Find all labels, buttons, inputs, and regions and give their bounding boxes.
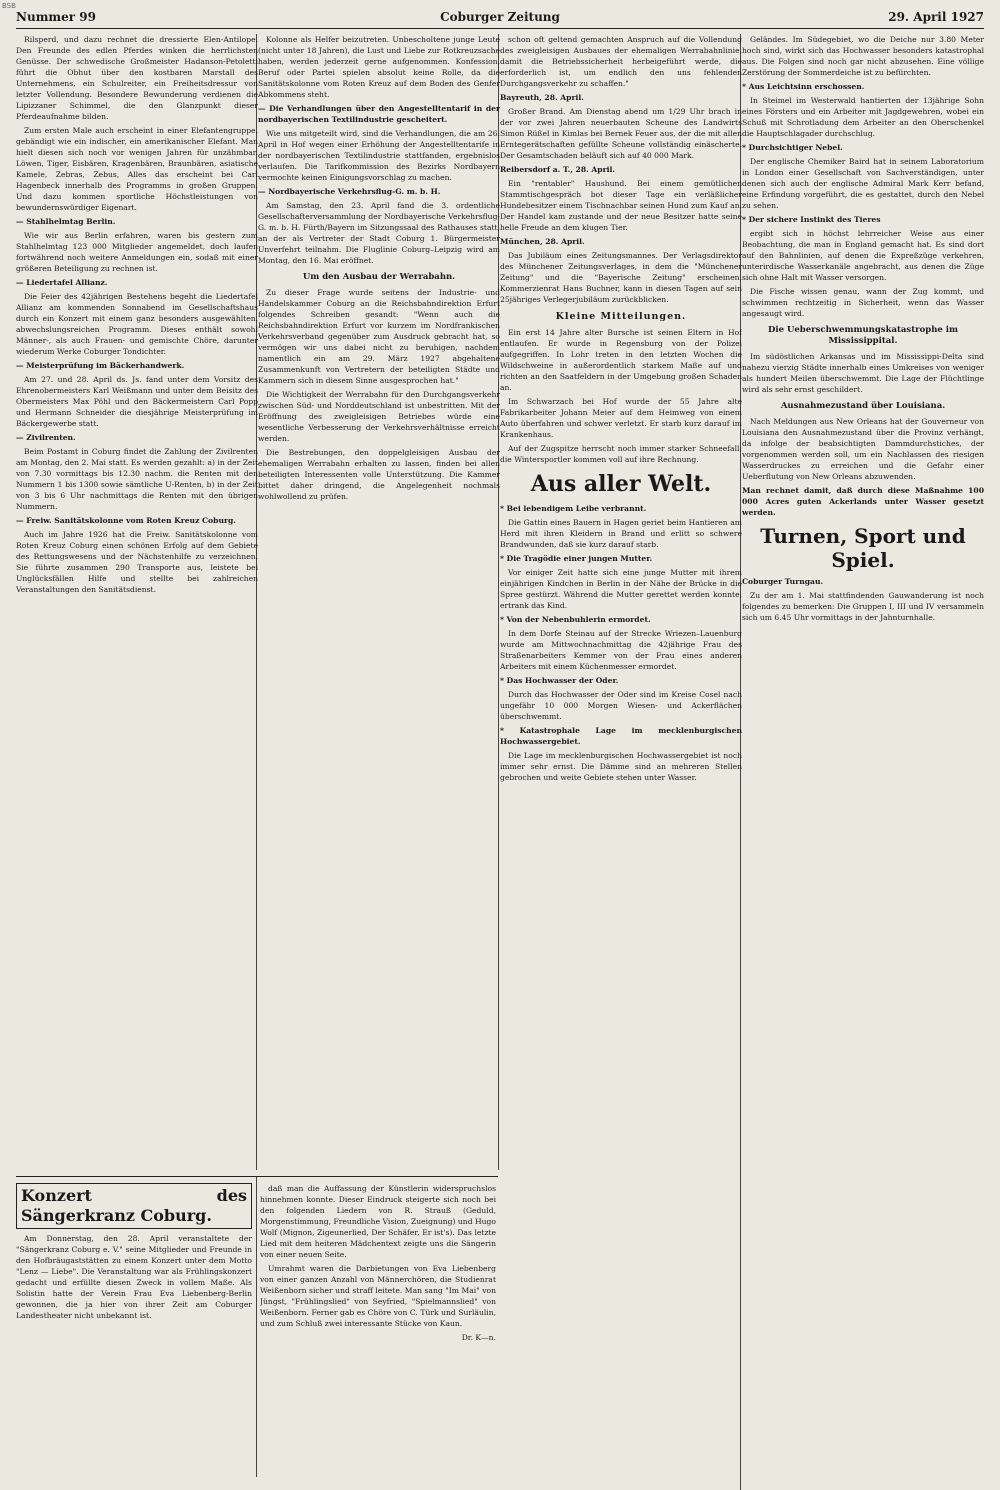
section-title: Aus aller Welt. — [530, 471, 712, 497]
article-heading: — Freiw. Sanitätskolonne vom Roten Kreuz Coburg. — [16, 516, 236, 525]
page-header — [16, 6, 984, 29]
article-text: Geländes. Im Südegebiet, wo die Deiche nur 3.80 Meter hoch sind, wirkt sich das Hochwasser besonders katastrophal aus. Die Folgen sind noch gar nicht abzusehen. Eine völlige Zerstörung der Sommerdeiche ist zu befürchten. — [742, 35, 984, 77]
article-text: Die Bestrebungen, den doppelgleisigen Ausbau der ehemaligen Werrabahn erhalten zu lassen, finden bei allen beteiligten Interessenten volle Unterstützung. Die Kammer bittet daher dringend, die Angelegenheit nochmals wohlwollend zu prüfen. — [258, 448, 500, 501]
article-text: Großer Brand. Am Dienstag abend um 1/29 Uhr brach in der vor zwei Jahren neuerbauten Scheune des Landwirts Simon Rüßel in Kimlas bei Bernek Feuer aus, der die mit allen Erntegerätschaften gefüllte Scheune vollständig einäscherte. Der Gesamtschaden beläuft sich auf 40 000 Mark. — [500, 107, 742, 160]
article-text: Wie wir aus Berlin erfahren, waren bis gestern zum Stahlhelmtag 123 000 Mitglieder angemeldet, doch laufen fortwährend noch weitere Anmeldungen ein, sodaß mit einer größeren Beteiligung zu rechnen ist. — [16, 231, 258, 273]
article-text: Auch im Jahre 1926 hat die Freiw. Sanitätskolonne vom Roten Kreuz Coburg einen schönen Erfolg auf dem Gebiete des Rettungswesens und der Nächstenhilfe zu verzeichnen. Sie führte zusammen 290 Transporte aus, leistete bei Unglücksfällen Hilfe und stellte bei zahlreichen Veranstaltungen den Sanitätsdienst. — [16, 530, 258, 594]
article-heading: — Zivilrenten. — [16, 433, 76, 442]
article-text: Die Wichtigkeit der Werrabahn für den Durchgangsverkehr zwischen Süd- und Norddeutschland ist unbestritten. Mit der Eröffnung des zweigleisigen Betriebes würde eine wesentliche Verbesserung der Verkehrsverhältnisse erreicht werden. — [258, 390, 500, 443]
article-heading: * Aus Leichtsinn erschossen. — [742, 82, 865, 91]
article-text: Der englische Chemiker Baird hat in seinem Laboratorium in London einer Gesellschaft von Sachverständigen, unter denen sich auch der englische Admiral Mark Kerr befand, eine Erfindung vorgeführt, die es gestattet, durch den Nebel zu sehen. — [742, 157, 984, 210]
column-divider — [256, 1177, 257, 1477]
concert-column-2 — [260, 1183, 496, 1473]
issue-number: Nummer 99 — [16, 10, 96, 24]
article-heading: * Der sichere Instinkt des Tieres — [742, 215, 881, 224]
section-heading: Um den Ausbau der Werrabahn. — [302, 272, 456, 282]
concert-article — [16, 1176, 498, 1477]
section-title: Turnen, Sport und Spiel. — [760, 524, 966, 572]
article-heading: — Die Verhandlungen über den Angestelltentarif in der nordbayerischen Textilindustrie gescheitert. — [258, 104, 500, 124]
article-heading: Bayreuth, 28. April. — [500, 93, 584, 102]
article-text: Vor einiger Zeit hatte sich eine junge Mutter mit ihrem einjährigen Kindchen in Berlin in der Nähe der Brücke in die Spree gestürzt. Während die Mutter gerettet werden konnte, ertrank das Kind. — [500, 568, 742, 610]
article-text: Ein erst 14 Jahre alter Bursche ist seinen Eltern in Hof entlaufen. Er wurde in Regensburg von der Polizei aufgegriffen. In Lohr treten in den letzten Wochen die Wildschweine in außerordentlich starkem Maße auf und richten an den Saatfeldern in der Umgebung großen Schaden an. — [500, 328, 742, 392]
library-mark: BSB — [2, 2, 16, 10]
article-text: Am Samstag, den 23. April fand die 3. ordentliche Gesellschafterversammlung der Nordbayerische Verkehrsflug-G. m. b. H. Fürth/Bayern im Sitzungssaal des Rathauses statt, an der als Vertreter der Stadt Coburg 1. Bürgermeister Unverfehrt teilnahm. Die Fluglinie Coburg–Leipzig wird am Montag, den 16. Mai eröffnet. — [258, 201, 500, 265]
column-3 — [500, 34, 742, 1474]
section-heading: Kleine Mitteilungen. — [555, 311, 687, 322]
article-heading: * Von der Nebenbuhlerin ermordet. — [500, 615, 651, 624]
article-text: Ein "rentabler" Haushund. Bei einem gemütlichen Stammtischgespräch bot dieser Tage ein verläßlicher Hundebesitzer einem Tischnachbar seinen Hund zum Kauf an. Der Handel kam zustande und der neue Besitzer hatte seine helle Freude an dem klugen Tier. — [500, 179, 742, 232]
article-text: Die Gattin eines Bauern in Hagen geriet beim Hantieren am Herd mit ihren Kleidern in Brand und erlitt so schwere Brandwunden, daß sie kurz darauf starb. — [500, 518, 742, 549]
article-text: Nach Meldungen aus New Orleans hat der Gouverneur von Louisiana den Ausnahmezustand über die Provinz verhängt, da infolge der beabsichtigten Dammdurchstiches, der vorgenommen werden soll, um ein Nachlassen des riesigen Wasserdruckes zu erreichen und die Gefahr einer Ueberflutung von New Orleans abzuwenden. — [742, 417, 984, 481]
author-signature: Dr. K—n. — [461, 1333, 496, 1342]
article-text-bold: Man rechnet damit, daß durch diese Maßnahme 100 000 Acres guten Ackerlands unter Wasser gesetzt werden. — [742, 486, 984, 517]
article-text: ergibt sich in höchst lehrreicher Weise aus einer Beobachtung, die man in England gemacht hat. Es sind dort auf den Bahnlinien, auf denen die Expreßzüge verkehren, unterirdische Wasserkanäle angebracht, aus denen die Züge sich ohne Halt mit Wasser versorgen. — [742, 229, 984, 282]
article-heading: — Stahlhelmtag Berlin. — [16, 217, 116, 226]
article-text: Am Donnerstag, den 28. April veranstaltete der "Sängerkranz Coburg e. V." seine Mitglieder und Freunde in den Hofbräugaststätten zu einem Konzert unter dem Motto "Lenz — Liebe". Die Veranstaltung war als Frühlingskonzert gedacht und erfüllte diesen Zweck in vollem Maße. Als Solistin hatte der Verein Frau Eva Liebenberg-Berlin gewonnen, die ja hier von ihrer Zeit am Coburger Landestheater nicht unbekannt ist. — [16, 1234, 252, 1320]
section-heading: Ausnahmezustand über Louisiana. — [780, 401, 946, 411]
article-text: Im Schwarzach bei Hof wurde der 55 Jahre alte Fabrikarbeiter Johann Meier auf dem Heimweg von einem Auto überfahren und schwer verletzt. Er starb kurz darauf im Krankenhaus. — [500, 397, 742, 439]
article-text: Wie uns mitgeteilt wird, sind die Verhandlungen, die am 26. April in Hof wegen einer Erhöhung der Angestelltentarife in der nordbayerischen Textilindustrie stattfanden, ergebnislos verlaufen. Die Tarifkommission des Bezirks Nordbayern vermochte keinen Einigungsvorschlag zu machen. — [258, 129, 500, 182]
article-text: Beim Postamt in Coburg findet die Zahlung der Zivilrenten am Montag, den 2. Mai statt. Es werden gezahlt: a) in der Zeit von 7.30 vormittags bis 12.30 nachm. die Renten mit den Nummern 1 bis 1300 sowie sämtliche U-Renten, b) in der Zeit von 3 bis 6 Uhr nachmittags die Renten mit den übrigen Nummern. — [16, 447, 258, 511]
newspaper-title: Coburger Zeitung — [440, 10, 560, 24]
article-text: Rilsperd, und dazu rechnet die dressierte Elen-Antilope. Den Freunde des edlen Pferdes winken die herrlichsten Genüsse. Der schwedische Großmeister Hadanson-Petoletti führt die Obhut über den kostbaren Marstall des Unternehmens, ein Schulreiter, ein Freiheitsdressur von letzter Vollendung. Besondere Bewunderung verdienen die Lipizzaner Schimmel, die den Glanzpunkt dieser Pferdeaufnahme bilden. — [16, 35, 258, 121]
article-heading: * Bei lebendigem Leibe verbrannt. — [500, 504, 647, 513]
article-heading: * Durchsichtiger Nebel. — [742, 143, 843, 152]
section-heading: Die Ueberschwemmungskatastrophe im Mississippital. — [768, 325, 958, 346]
article-heading: — Nordbayerische Verkehrsflug-G. m. b. H. — [258, 187, 441, 196]
article-heading: — Meisterprüfung im Bäckerhandwerk. — [16, 361, 185, 370]
article-text: Die Feier des 42jährigen Bestehens begeht die Liedertafel Allianz am kommenden Sonnabend im Gesellschaftshaus durch ein Konzert mit einem ganz besonders ausgewählten, abwechslungsreichen Programm. Dieses enthält sowohl Männer-, als auch Frauen- und gemischte Chöre, darunter wiederum Werke Coburger Tondichter. — [16, 292, 258, 356]
article-text: schon oft geltend gemachten Anspruch auf die Vollendung des zweigleisigen Ausbaues der ehemaligen Werrabahnlinie, damit die Betriebssicherheit herbeigeführt werde, die erforderlich ist, um endlich den uns fehlenden Durchgangsverkehr zu schaffen." — [500, 35, 742, 88]
article-text: Zu dieser Frage wurde seitens der Industrie- und Handelskammer Coburg an die Reichsbahndirektion Erfurt folgendes Schreiben gesandt: "Wenn auch die Reichsbahndirektion Erfurt vor kurzem im Nordfrankischen Verkehrsverband gegenüber zum Ausdruck gebracht hat, so vermögen wir uns dabei nicht zu beruhigen, nachdem namentlich ein am 29. März 1927 abgehaltene Zusammenkunft von Vertretern der beteiligten Städte und Kammern sich in diesem Sinne ausgesprochen hat." — [258, 288, 500, 385]
article-text: Die Fische wissen genau, wann der Zug kommt, und schwimmen rechtzeitig in Sicherheit, wenn das Wasser angesaugt wird. — [742, 287, 984, 318]
article-text: Zum ersten Male auch erscheint in einer Elefantengruppe, gebändigt wie ein indischer, ein amerikanischer Elefant. Man hielt diesen sich noch vor wenigen Jahren für unzähmbar. Löwen, Tiger, Eisbären, Kragenbären, Braunbären, asiatische Kamele, Zebras, Zebus, Alles das erscheint bei Carl Hagenbeck innerhalb des Programms in großen Gruppen. Und dazu kommen sportliche Höchstleistungen von bewundernswürdiger Eigenart. — [16, 126, 258, 212]
column-2 — [258, 34, 500, 1170]
article-heading: München, 28. April. — [500, 237, 585, 246]
article-heading: — Liedertafel Allianz. — [16, 278, 108, 287]
column-4 — [742, 34, 984, 1490]
article-heading: * Das Hochwasser der Oder. — [500, 676, 619, 685]
article-text: In Steimel im Westerwald hantierten der 13jährige Sohn eines Försters und ein Arbeiter mit Jagdgewehren, wobei ein Schuß mit Schrotladung dem Arbeiter an den Oberschenkel die Hauptschlagader durchschlug. — [742, 96, 984, 138]
article-text: Auf der Zugspitze herrscht noch immer starker Schneefall; die Wintersportler kommen voll auf ihre Rechnung. — [500, 444, 742, 464]
article-heading: Coburger Turngau. — [742, 577, 824, 586]
article-heading: * Die Tragödie einer jungen Mutter. — [500, 554, 653, 563]
article-text: Durch das Hochwasser der Oder sind im Kreise Cosel nach ungefähr 10 000 Morgen Wiesen- und Ackerflächen überschwemmt. — [500, 690, 742, 721]
concert-title: Konzert des Sängerkranz Coburg. — [16, 1183, 252, 1229]
article-heading: Reibersdorf a. T., 28. April. — [500, 165, 616, 174]
article-text: Zu der am 1. Mai stattfindenden Gauwanderung ist noch folgendes zu bemerken: Die Gruppen I, III und IV versammeln sich um 6.45 Uhr vormittags in der Jahnturnhalle. — [742, 591, 984, 622]
article-heading: * Katastrophale Lage im mecklenburgischen Hochwassergebiet. — [500, 726, 742, 746]
article-text: daß man die Auffassung der Künstlerin widerspruchslos hinnehmen konnte. Dieser Eindruck steigerte sich noch bei den folgenden Liedern von R. Strauß (Geduld, Morgenstimmung, Freundliche Vision, Zueignung) und Hugo Wolf (Mignon, Zigeunerlied, Der Schäfer, Er ist's). Das letzte Lied mit dem heiteren Mädchentext zeigte uns die Sängerin von einer neuen Seite. — [260, 1184, 496, 1259]
issue-date: 29. April 1927 — [888, 10, 984, 24]
article-text: Umrahmt waren die Darbietungen von Eva Liebenberg von einer ganzen Anzahl von Männerchören, die Studienrat Weißenborn sicher und straff leitete. Man sang "Im Mai" von Jüngst, "Frühlingslied" von Seyfried, "Spielmannslied" von Weißenborn. Ferner gab es Chöre von C. Türk und Surläulin, und zum Schluß zwei interessante Stücke von Kaun. — [260, 1264, 496, 1328]
article-text: In dem Dorfe Steinau auf der Strecke Wriezen–Lauenburg wurde am Mittwochnachmittag die 42jährige Frau des Straßenarbeiters Kemmer von der Frau eines anderen Arbeiters mit einem Küchenmesser ermordet. — [500, 629, 742, 671]
article-text: Das Jubiläum eines Zeitungsmannes. Der Verlagsdirektor des Münchener Zeitungsverlages, in dem die "Münchener Zeitung" und die "Bayerische Zeitung" erscheinen, Kommerzienrat Hans Buchner, kann in diesen Tagen auf sein 25jähriges Verlegerjubiläum zurückblicken. — [500, 251, 742, 304]
article-text: Am 27. und 28. April ds. Js. fand unter dem Vorsitz des Ehrenobermeisters Karl Weißmann und unter dem Beisitz des Obermeisters Max Pöhl und den Bäckermeistern Carl Popp und Hermann Schneider die diesjährige Meisterprüfung im Bäckergewerbe statt. — [16, 375, 258, 428]
concert-column-1 — [16, 1183, 252, 1473]
column-1 — [16, 34, 258, 1170]
article-text: Im südöstlichen Arkansas und im Mississippi-Delta sind nahezu vierzig Städte innerhalb eines Umkreises von weniger als hundert Meilen überschwemmt. Die Lage der Flüchtlinge wird als sehr ernst geschildert. — [742, 352, 984, 394]
article-text: Kolonne als Helfer beizutreten. Unbescholtene junge Leute (nicht unter 18 Jahren), die Lust und Liebe zur Rotkreuzsache haben, werden jederzeit gerne aufgenommen. Konfession, Beruf oder Partei spielen absolut keine Rolle, da die Sanitätskolonne vom Roten Kreuz auf dem Boden des Genfer Abkommens steht. — [258, 35, 500, 99]
article-text: Die Lage im mecklenburgischen Hochwassergebiet ist noch immer sehr ernst. Die Dämme sind an mehreren Stellen gebrochen und weite Gebiete stehen unter Wasser. — [500, 751, 742, 782]
